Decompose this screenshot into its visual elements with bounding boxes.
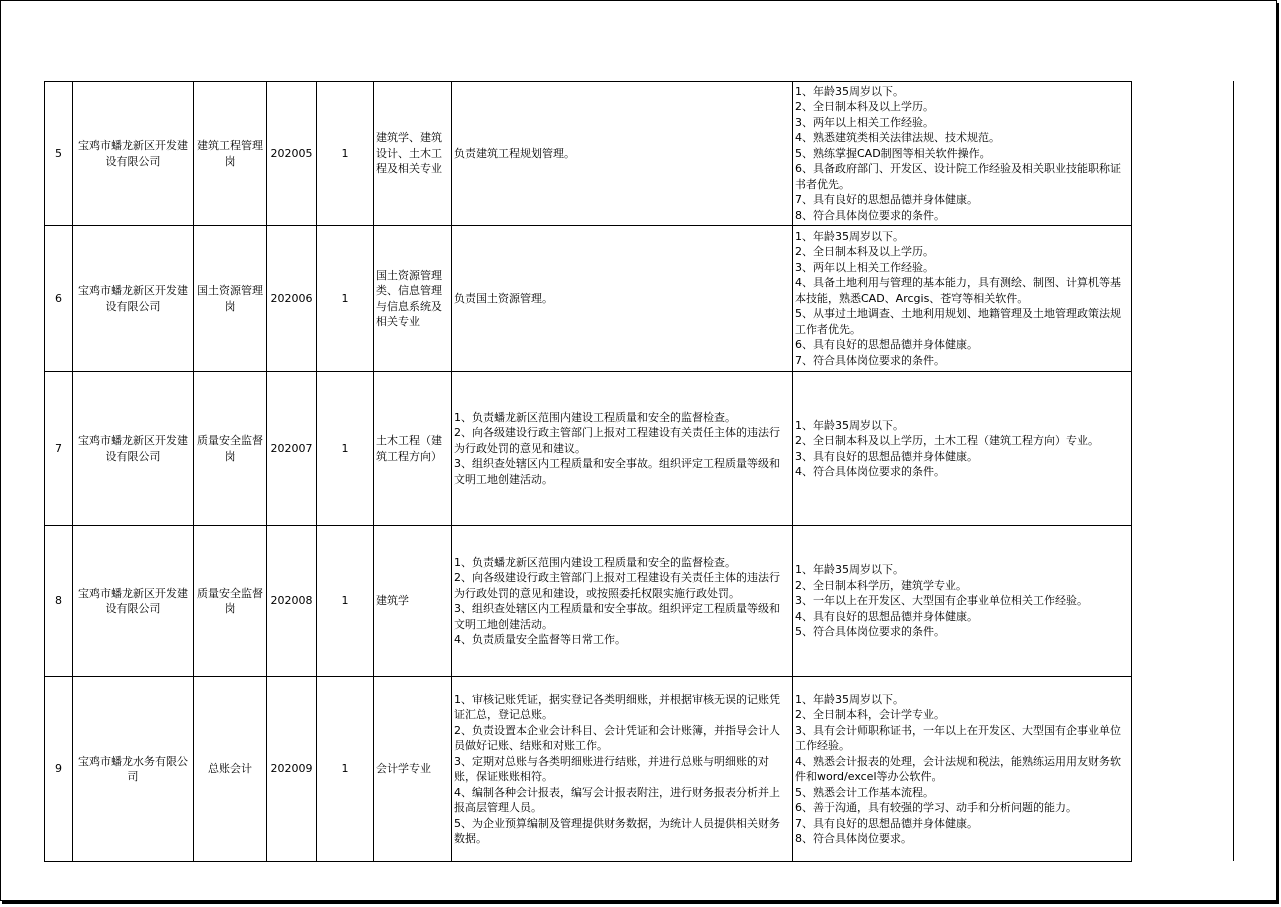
cell-line: 4、熟悉会计报表的处理，会计法规和税法，能熟练运用用友财务软件和word/excel等办公软件。 xyxy=(795,754,1121,783)
cell-requirements xyxy=(793,372,1132,526)
cell-line: 6、善于沟通，具有较强的学习、动手和分析问题的能力。 xyxy=(795,801,1077,814)
cell-line: 3、定期对总账与各类明细账进行结账，并进行总账与明细账的对账，保证账账相符。 xyxy=(454,754,769,783)
cell-line: 7、具有良好的思想品德并身体健康。 xyxy=(795,816,978,830)
cell-line: 2、全日制本科学历，建筑学专业。 xyxy=(795,578,967,592)
cell-count: 1 xyxy=(317,372,374,526)
cell-line: 5、为企业预算编制及管理提供财务数据，为统计人员提供相关财务数据。 xyxy=(454,816,780,845)
cell-no: 6 xyxy=(45,226,73,372)
cell-line: 1、年龄35周岁以下。 xyxy=(795,692,904,706)
cell-company: 宝鸡市蟠龙新区开发建设有限公司 xyxy=(73,372,194,526)
cell-requirements xyxy=(793,82,1132,226)
cell-line: 5、熟悉会计工作基本流程。 xyxy=(795,785,934,799)
cell-duties xyxy=(452,526,793,677)
cell-requirements xyxy=(793,226,1132,372)
cell-line: 2、全日制本科及以上学历，土木工程（建筑工程方向）专业。 xyxy=(795,434,1099,447)
cell-position: 建筑工程管理岗 xyxy=(194,82,267,226)
cell-code: 202005 xyxy=(267,82,317,226)
cell-line: 1、负责蟠龙新区范围内建设工程质量和安全的监督检查。 xyxy=(454,410,736,424)
table-row xyxy=(45,226,1132,372)
cell-line: 7、符合具体岗位要求的条件。 xyxy=(795,353,945,367)
cell-count: 1 xyxy=(317,526,374,677)
cell-count: 1 xyxy=(317,677,374,862)
cell-duties xyxy=(452,82,793,226)
cell-line: 4、编制各种会计报表，编写会计报表附注，进行财务报表分析并上报高层管理人员。 xyxy=(454,785,780,814)
cell-line: 8、符合具体岗位要求的条件。 xyxy=(795,208,945,222)
table-row xyxy=(45,677,1132,862)
cell-duties xyxy=(452,226,793,372)
cell-line: 1、年龄35周岁以下。 xyxy=(795,418,904,432)
cell-no: 7 xyxy=(45,372,73,526)
cell-code: 202009 xyxy=(267,677,317,862)
cell-line: 1、负责蟠龙新区范围内建设工程质量和安全的监督检查。 xyxy=(454,555,736,569)
cell-code: 202008 xyxy=(267,526,317,677)
cell-line: 4、符合具体岗位要求的条件。 xyxy=(795,465,945,478)
cell-position: 国土资源管理岗 xyxy=(194,226,267,372)
cell-position: 总账会计 xyxy=(194,677,267,862)
cell-line: 2、全日制本科及以上学历。 xyxy=(795,245,934,259)
recruitment-table xyxy=(44,81,1132,862)
cell-position: 质量安全监督岗 xyxy=(194,372,267,526)
cell-no: 5 xyxy=(45,82,73,226)
cell-line: 2、向各级建设行政主管部门上报对工程建设有关责任主体的违法行为行政处罚的意见和建议。 xyxy=(454,426,780,455)
cell-line: 6、具备政府部门、开发区、设计院工作经验及相关职业技能职称证书者优先。 xyxy=(795,162,1121,191)
cell-duties xyxy=(452,677,793,862)
cell-line: 7、具有良好的思想品德并身体健康。 xyxy=(795,193,978,207)
cell-major: 建筑学、建筑设计、土木工程及相关专业 xyxy=(374,82,452,226)
cell-count: 1 xyxy=(317,82,374,226)
cell-company: 宝鸡市蟠龙水务有限公司 xyxy=(73,677,194,862)
cell-no: 8 xyxy=(45,526,73,677)
cell-company: 宝鸡市蟠龙新区开发建设有限公司 xyxy=(73,82,194,226)
cell-line: 3、具有良好的思想品德并身体健康。 xyxy=(795,449,978,463)
cell-line: 2、向各级建设行政主管部门上报对工程建设有关责任主体的违法行为行政处罚的意见和建设，或按照委托权限实施行政处罚。 xyxy=(454,571,780,600)
cell-line: 1、年龄35周岁以下。 xyxy=(795,563,904,577)
cell-major: 会计学专业 xyxy=(374,677,452,862)
cell-line: 4、具备土地利用与管理的基本能力，具有测绘、制图、计算机等基本技能，熟悉CAD、Arcgis、苍穹等相关软件。 xyxy=(795,276,1121,305)
table-row xyxy=(45,82,1132,226)
cell-line: 6、具有良好的思想品德并身体健康。 xyxy=(795,338,978,352)
cell-line: 3、两年以上相关工作经验。 xyxy=(795,115,934,129)
cell-line: 1、年龄35周岁以下。 xyxy=(795,229,904,243)
table-body xyxy=(45,82,1132,862)
cell-line: 3、组织查处辖区内工程质量和安全事故。组织评定工程质量等级和文明工地创建活动。 xyxy=(454,602,780,631)
cell-major: 建筑学 xyxy=(374,526,452,677)
cell-requirements xyxy=(793,677,1132,862)
cell-line: 2、负责设置本企业会计科目、会计凭证和会计账簿，并指导会计人员做好记账、结账和对账工作。 xyxy=(454,723,780,752)
cell-line: 5、熟练掌握CAD制图等相关软件操作。 xyxy=(795,146,991,160)
table-row xyxy=(45,372,1132,526)
cell-line: 3、具有会计师职称证书，一年以上在开发区、大型国有企事业单位工作经验。 xyxy=(795,723,1121,752)
cell-line: 4、负责质量安全监督等日常工作。 xyxy=(454,633,626,646)
cell-company: 宝鸡市蟠龙新区开发建设有限公司 xyxy=(73,526,194,677)
cell-line: 3、一年以上在开发区、大型国有企事业单位相关工作经验。 xyxy=(795,594,1088,608)
cell-no: 9 xyxy=(45,677,73,862)
cell-line: 3、两年以上相关工作经验。 xyxy=(795,260,934,274)
cell-line: 2、全日制本科及以上学历。 xyxy=(795,100,934,114)
cell-line: 5、符合具体岗位要求的条件。 xyxy=(795,625,945,639)
cell-line: 1、审核记账凭证，据实登记各类明细账，并根据审核无误的记账凭证汇总，登记总账。 xyxy=(454,692,780,721)
cell-line: 8、符合具体岗位要求。 xyxy=(795,832,912,845)
cell-line: 4、具有良好的思想品德并身体健康。 xyxy=(795,609,978,623)
cell-duties xyxy=(452,372,793,526)
table-row xyxy=(45,526,1132,677)
cell-line: 3、组织查处辖区内工程质量和安全事故。组织评定工程质量等级和文明工地创建活动。 xyxy=(454,457,780,486)
cell-count: 1 xyxy=(317,226,374,372)
cell-line: 5、从事过土地调查、土地利用规划、地籍管理及土地管理政策法规工作者优先。 xyxy=(795,307,1121,336)
cell-line: 负责国土资源管理。 xyxy=(454,291,553,305)
cell-line: 4、熟悉建筑类相关法律法规、技术规范。 xyxy=(795,131,1000,145)
page-margin-line xyxy=(1233,81,1234,861)
cell-line: 负责建筑工程规划管理。 xyxy=(454,146,575,160)
cell-major: 国土资源管理类、信息管理与信息系统及相关专业 xyxy=(374,226,452,372)
cell-position: 质量安全监督岗 xyxy=(194,526,267,677)
cell-line: 2、全日制本科，会计学专业。 xyxy=(795,708,945,721)
cell-requirements xyxy=(793,526,1132,677)
cell-code: 202006 xyxy=(267,226,317,372)
cell-line: 1、年龄35周岁以下。 xyxy=(795,84,904,98)
cell-code: 202007 xyxy=(267,372,317,526)
cell-major: 土木工程（建筑工程方向） xyxy=(374,372,452,526)
cell-company: 宝鸡市蟠龙新区开发建设有限公司 xyxy=(73,226,194,372)
